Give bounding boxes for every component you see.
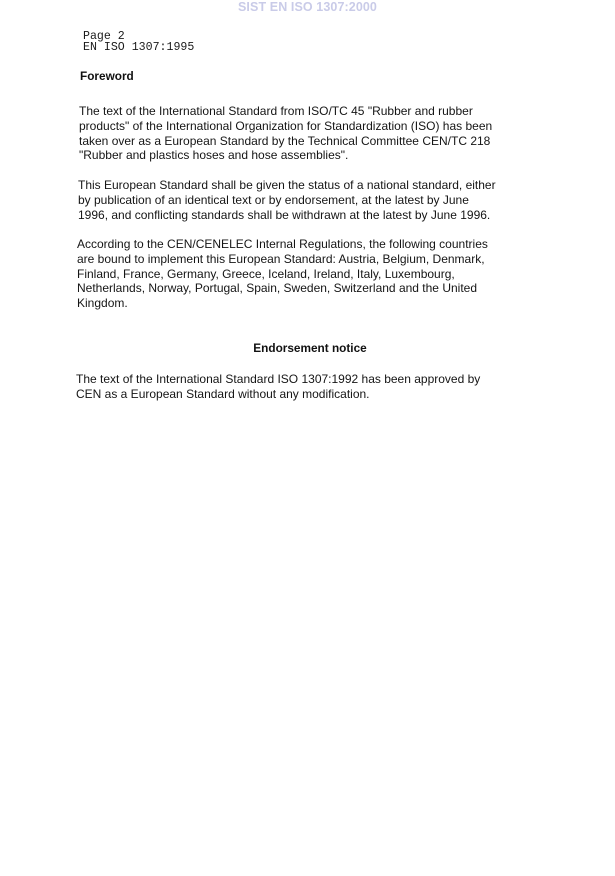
text-line: Netherlands, Norway, Portugal, Spain, Sweden, Switzerland and the United (77, 281, 478, 296)
page-number: Page 2 (83, 30, 125, 43)
text-line: According to the CEN/CENELEC Internal Regulations, the following countries (77, 237, 488, 251)
endorsement-paragraph (76, 372, 480, 402)
text-line: The text of the International Standard from ISO/TC 45 "Rubber and rubber (79, 104, 473, 118)
standard-reference: EN ISO 1307:1995 (83, 41, 195, 54)
text-line: This European Standard shall be given the status of a national standard, either (78, 178, 496, 192)
text-line: taken over as a European Standard by the Technical Committee CEN/TC 218 (79, 133, 491, 148)
text-line: by publication of an identical text or by endorsement, at the latest by June (78, 192, 469, 207)
foreword-paragraph-2 (78, 178, 496, 222)
text-line: products" of the International Organization for Standardization (ISO) has been (79, 118, 493, 133)
foreword-paragraph-3 (77, 237, 488, 311)
text-line: Finland, France, Germany, Greece, Iceland, Ireland, Italy, Luxembourg, (77, 266, 455, 281)
text-line: CEN as a European Standard without any modification. (76, 386, 370, 401)
text-line: "Rubber and plastics hoses and hose assemblies". (79, 148, 349, 163)
page-header (83, 31, 194, 53)
text-line: are bound to implement this European Standard: Austria, Belgium, Denmark, (77, 251, 485, 266)
text-line: Kingdom. (77, 296, 128, 311)
endorsement-heading: Endorsement notice (253, 341, 367, 355)
document-watermark: SIST EN ISO 1307:2000 (238, 0, 377, 14)
foreword-paragraph-1 (79, 104, 492, 163)
text-line: 1996, and conflicting standards shall be withdrawn at the latest by June 1996. (78, 207, 491, 222)
text-line: The text of the International Standard ISO 1307:1992 has been approved by (76, 372, 481, 386)
foreword-heading: Foreword (80, 69, 134, 83)
